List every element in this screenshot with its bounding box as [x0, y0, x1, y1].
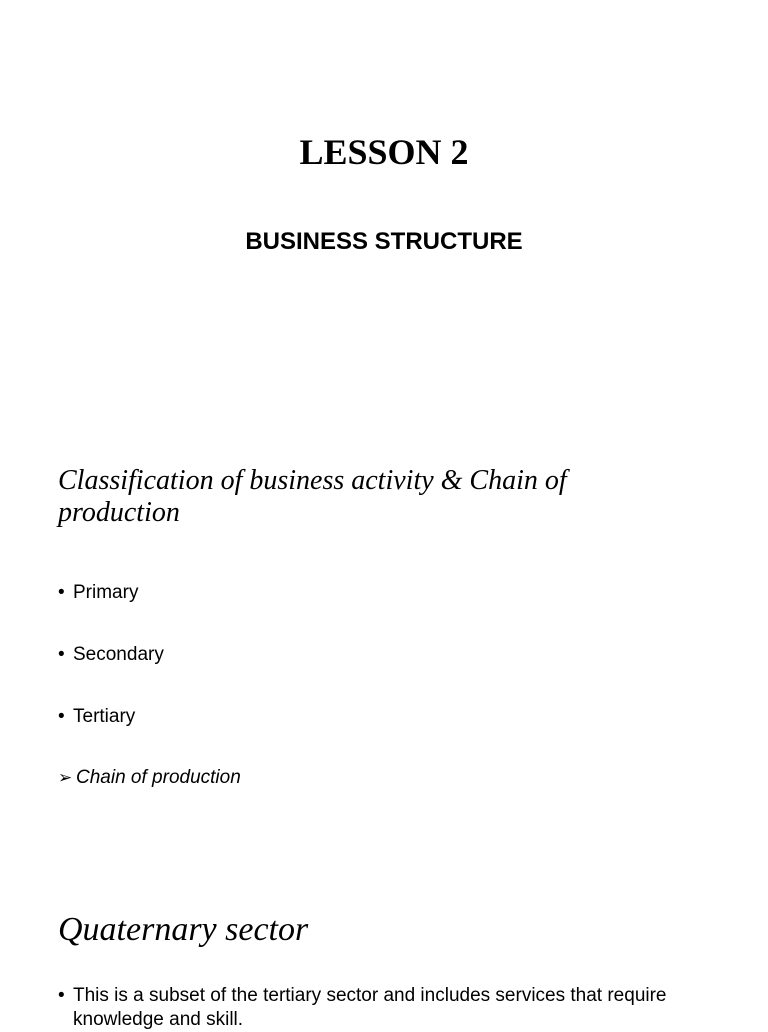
list-item-label: Secondary	[73, 644, 164, 665]
list-item-label: Primary	[73, 582, 139, 603]
quaternary-text: This is a subset of the tertiary sector and includes services that require knowledge and skill.	[73, 985, 667, 1030]
bullet-icon: •	[58, 644, 65, 665]
lesson-subtitle: BUSINESS STRUCTURE	[245, 228, 523, 255]
classification-heading: Classification of business activity & Chain of production	[58, 465, 567, 528]
list-item-secondary	[58, 642, 164, 668]
bullet-icon: •	[58, 985, 65, 1006]
list-item-primary	[58, 580, 138, 606]
bullet-icon: •	[58, 582, 65, 603]
list-item-chain-of-production	[58, 765, 241, 791]
bullet-icon: •	[58, 706, 65, 727]
list-item-label: Tertiary	[73, 706, 136, 727]
quaternary-heading: Quaternary sector	[58, 911, 309, 948]
lesson-title: LESSON 2	[299, 132, 469, 172]
list-item-label: Chain of production	[76, 767, 241, 788]
arrow-bullet-icon: ➢	[58, 768, 73, 787]
quaternary-description	[58, 984, 698, 1032]
list-item-tertiary	[58, 704, 135, 730]
